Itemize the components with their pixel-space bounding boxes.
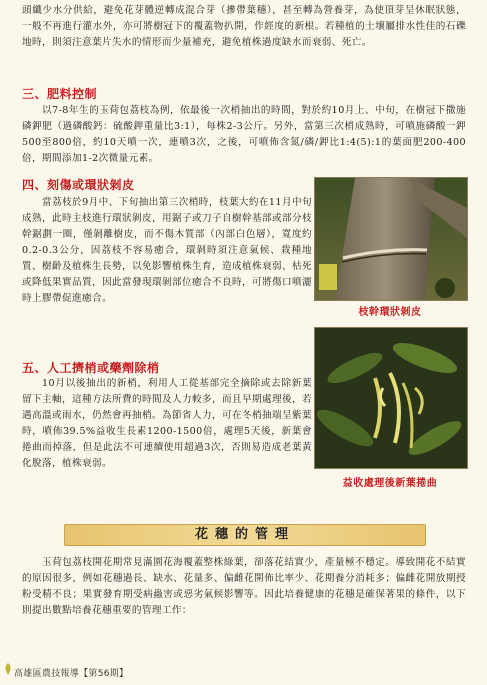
section-text-fertilizer: 以7-8年生的玉荷包荔枝為例，依最後一次梢抽出的時間，對於約10月上、中旬，在樹冠下撒施磷鉀肥（過磷酸鈣：硫酸鉀重量比3:1），每株2-3公斤。另外，當第三次梢成熟時，可噴施磷酸一鉀500至800倍，約10天噴一次，連噴3次，之後，可噴佈含氮/磷/鉀比1:4(5):1的葉面肥200-400倍，期間添加1-2次微量元素。 bbox=[22, 105, 466, 164]
photo-trunk-girdling bbox=[314, 177, 468, 301]
section-banner-title: 花穗的管理 bbox=[64, 524, 426, 546]
trunk-illustration bbox=[315, 178, 467, 300]
leaf-icon bbox=[2, 662, 14, 676]
section-text-girdling: 當荔枝於9月中、下旬抽出第三次梢時，枝葉大約在11月中旬成熟，此時主枝進行環狀剝皮，用鋸子或刀子自樹幹基部或部分枝幹鋸劃一圈，僅剝離樹皮，而不傷木質部（內部白色層），寬度約0.2-0.3公分，因荔枝不容易癒合，環剝時須注意氣候、栽種地質、樹齡及植株生長勢，以免影響植株生育，造成植株衰弱、枯死或降低果實品質，因此當發現環剝部位癒合不良時，可將傷口噴灑時上膠帶促進癒合。 bbox=[22, 197, 312, 304]
footer-publication: 高雄區農技報導【第56期】 bbox=[14, 669, 129, 679]
section-text-shoot-removal: 10月以後抽出的新梢，利用人工從基部完全摘除或去除新葉留下主軸，這種方法所費的時間及人力較多，而且早期處理後，若遇高溫或雨水，仍然會再抽梢。為節省人力，可在冬梢抽端呈紫葉時，噴佈39.5%益收生長素1200-1500倍，處理5天後，新葉會捲曲而掉落，但是此法不可連續使用超過3次，否則易造成老葉黃化脫落，植株衰弱。 bbox=[22, 378, 312, 469]
section-title-fertilizer: 三、肥料控制 bbox=[22, 87, 98, 101]
leaves-illustration bbox=[315, 328, 467, 468]
photo-curled-leaves bbox=[314, 327, 468, 469]
caption-trunk-girdling: 枝幹環狀剝皮 bbox=[358, 307, 422, 318]
closing-paragraph: 玉荷包荔枝開花期常見滿園花海覆蓋整株綠葉，卻落花結實少，產量極不穩定。導致開花不結實的原因很多，例如花穗過長、缺水、花量多、偏雌花開佈比率少、花期養分消耗多；偏雌花開放期授粉受精不良；果實發育期受病蟲害或惡劣氣候影響等。因此培養健康的花穗是確保著果的條件，以下則提出數點培養花穗重要的管理工作： bbox=[22, 557, 466, 616]
section-title-shoot-removal: 五、人工擠梢或藥劑除梢 bbox=[22, 361, 160, 375]
caption-curled-leaves: 益收處理後新葉捲曲 bbox=[342, 478, 438, 489]
section-title-girdling: 四、刻傷或環狀剝皮 bbox=[22, 178, 135, 192]
intro-paragraph: 頭纖少水分供給，避免花芽體逆轉成混合芽（摻帶葉穗），甚至轉為營養芽，為使頂芽呈休眠狀態，一般不再進行灌水外，亦可將樹冠下的覆蓋物扒開，作經度的新根。若種植的土壤屬排水性佳的石礫地時，則須注意葉片失水的情形而少量補充，避免植株過度缺水而衰弱、死亡。 bbox=[22, 5, 466, 48]
